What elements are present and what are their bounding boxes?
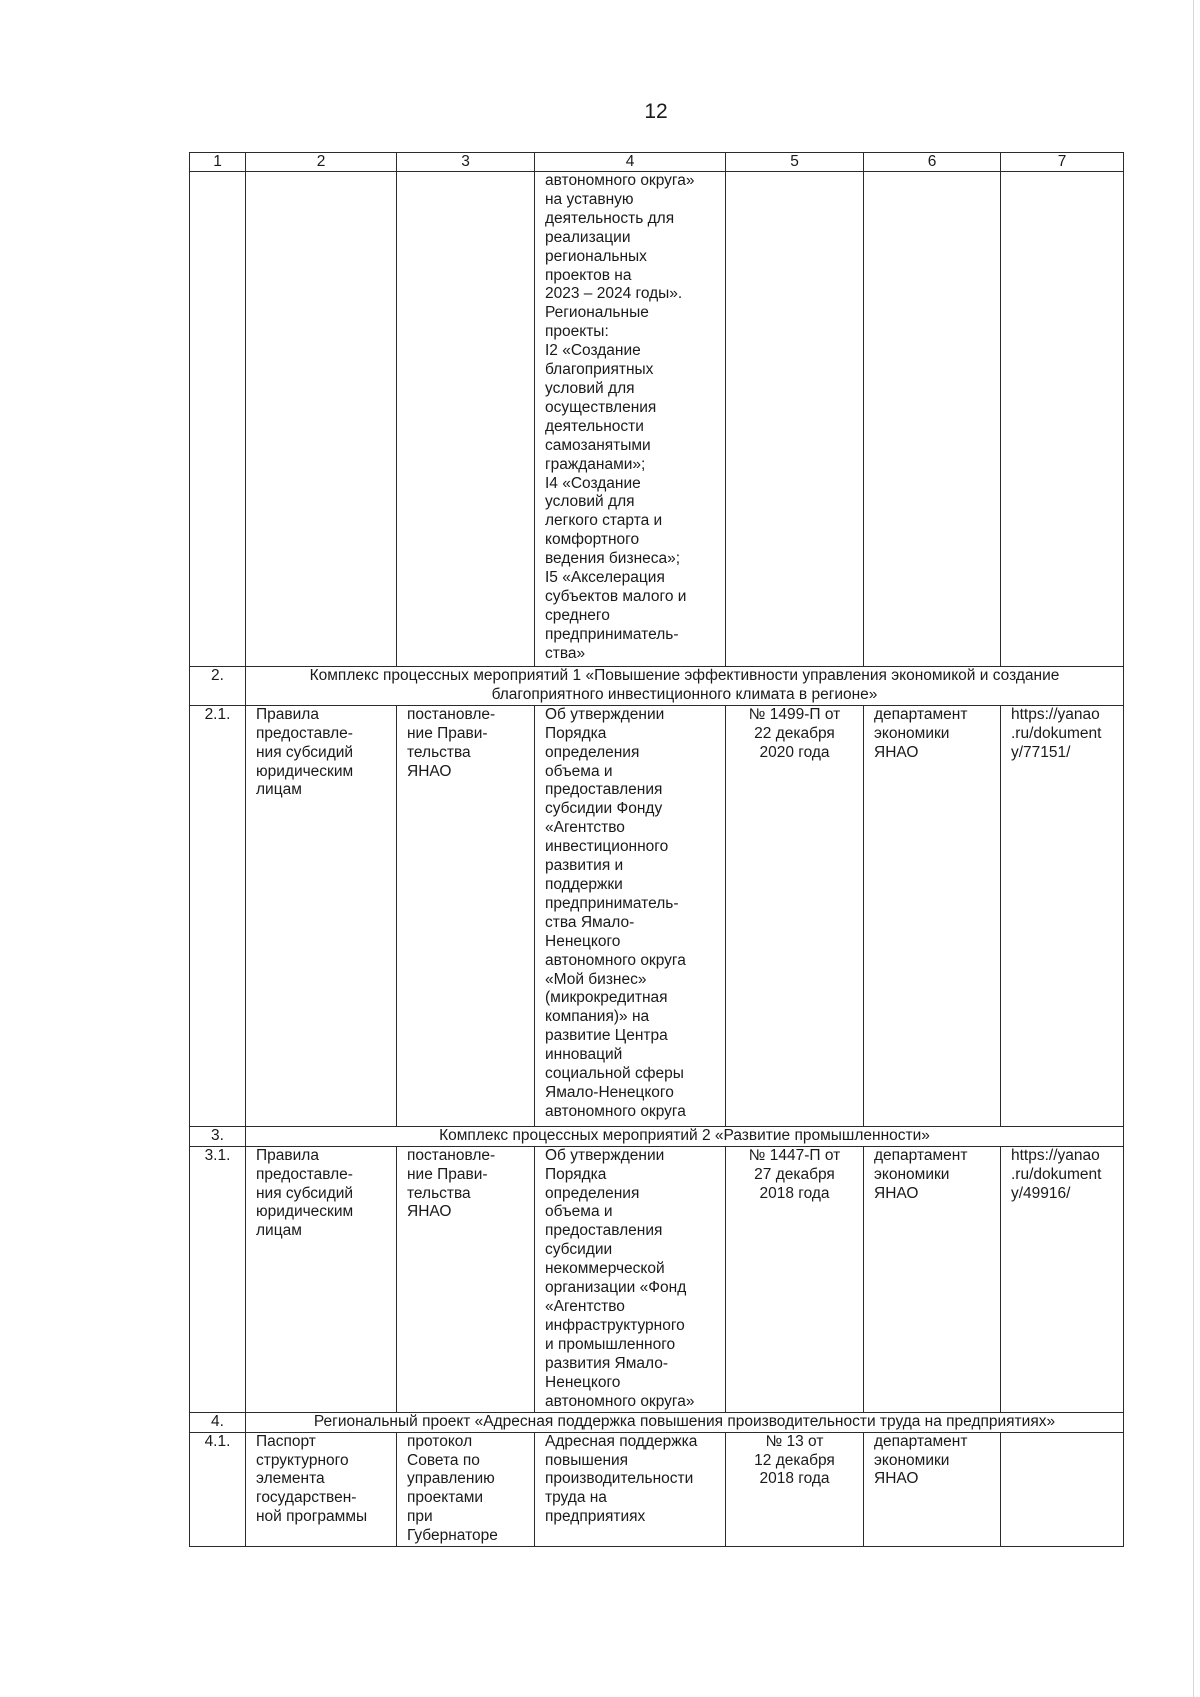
column-number-1: 1 xyxy=(190,153,246,172)
document-table xyxy=(189,152,1124,1547)
act-type-cell xyxy=(397,172,535,667)
act-number-date-cell: № 1447-П от 27 декабря 2018 года xyxy=(726,1146,864,1412)
column-number-4: 4 xyxy=(535,153,726,172)
act-title-cell: Адресная поддержка повышения производительности труда на предприятиях xyxy=(535,1432,726,1546)
section-title: Региональный проект «Адресная поддержка повышения производительности труда на предприятиях» xyxy=(246,1412,1124,1432)
act-title-cell: автономного округа» на уставную деятельность для реализации региональных проектов на 2023 – 2024 годы». Региональные проекты: I2 «Создание благоприятных условий для осуществления деятельности самозанятыми гражданами»; I4 «Создание условий для легкого старта и комфортного ведения бизнеса»; I5 «Акселерация субъектов малого и среднего предприниматель- ства» xyxy=(535,172,726,667)
act-type-cell: протокол Совета по управлению проектами при Губернаторе xyxy=(397,1432,535,1546)
column-number-2: 2 xyxy=(246,153,397,172)
row-number-cell xyxy=(190,172,246,667)
section-row xyxy=(190,1412,1124,1432)
section-row xyxy=(190,1126,1124,1146)
section-number: 2. xyxy=(190,667,246,706)
scan-edge-line xyxy=(1193,0,1194,1697)
document-type-cell xyxy=(246,172,397,667)
act-number-date-cell: № 13 от 12 декабря 2018 года xyxy=(726,1432,864,1546)
act-title-cell: Об утверждении Порядка определения объема и предоставления субсидии Фонду «Агентство инвестиционного развития и поддержки предприниматель- ства Ямало- Ненецкого автономного округа «Мой бизнес» (микрокредитная компания)» на развитие Центра инноваций социальной сферы Ямало-Ненецкого автономного округа xyxy=(535,705,726,1126)
page-number: 12 xyxy=(644,100,668,123)
section-row xyxy=(190,667,1124,706)
responsible-cell: департамент экономики ЯНАО xyxy=(864,1146,1001,1412)
document-type-cell: Правила предоставле- ния субсидий юридическим лицам xyxy=(246,1146,397,1412)
section-number: 4. xyxy=(190,1412,246,1432)
column-number-6: 6 xyxy=(864,153,1001,172)
link-cell xyxy=(1001,1432,1124,1546)
column-number-row xyxy=(190,153,1124,172)
table-row xyxy=(190,1146,1124,1412)
link-cell: https://yanao .ru/dokument y/77151/ xyxy=(1001,705,1124,1126)
section-title: Комплекс процессных мероприятий 2 «Развитие промышленности» xyxy=(246,1126,1124,1146)
document-type-cell: Паспорт структурного элемента государствен- ной программы xyxy=(246,1432,397,1546)
link-cell: https://yanao .ru/dokument y/49916/ xyxy=(1001,1146,1124,1412)
act-type-cell: постановле- ние Прави- тельства ЯНАО xyxy=(397,705,535,1126)
table-row xyxy=(190,1432,1124,1546)
responsible-cell: департамент экономики ЯНАО xyxy=(864,705,1001,1126)
act-number-date-cell xyxy=(726,172,864,667)
row-number-cell: 2.1. xyxy=(190,705,246,1126)
responsible-cell xyxy=(864,172,1001,667)
table-row xyxy=(190,172,1124,667)
document-type-cell: Правила предоставле- ния субсидий юридическим лицам xyxy=(246,705,397,1126)
act-title-cell: Об утверждении Порядка определения объема и предоставления субсидии некоммерческой организации «Фонд «Агентство инфраструктурного и промышленного развития Ямало- Ненецкого автономного округа» xyxy=(535,1146,726,1412)
column-number-5: 5 xyxy=(726,153,864,172)
section-title: Комплекс процессных мероприятий 1 «Повышение эффективности управления экономикой и создание благоприятного инвестиционного климата в регионе» xyxy=(246,667,1124,706)
column-number-7: 7 xyxy=(1001,153,1124,172)
row-number-cell: 4.1. xyxy=(190,1432,246,1546)
act-number-date-cell: № 1499-П от 22 декабря 2020 года xyxy=(726,705,864,1126)
link-cell xyxy=(1001,172,1124,667)
table-row xyxy=(190,705,1124,1126)
row-number-cell: 3.1. xyxy=(190,1146,246,1412)
responsible-cell: департамент экономики ЯНАО xyxy=(864,1432,1001,1546)
section-number: 3. xyxy=(190,1126,246,1146)
act-type-cell: постановле- ние Прави- тельства ЯНАО xyxy=(397,1146,535,1412)
column-number-3: 3 xyxy=(397,153,535,172)
